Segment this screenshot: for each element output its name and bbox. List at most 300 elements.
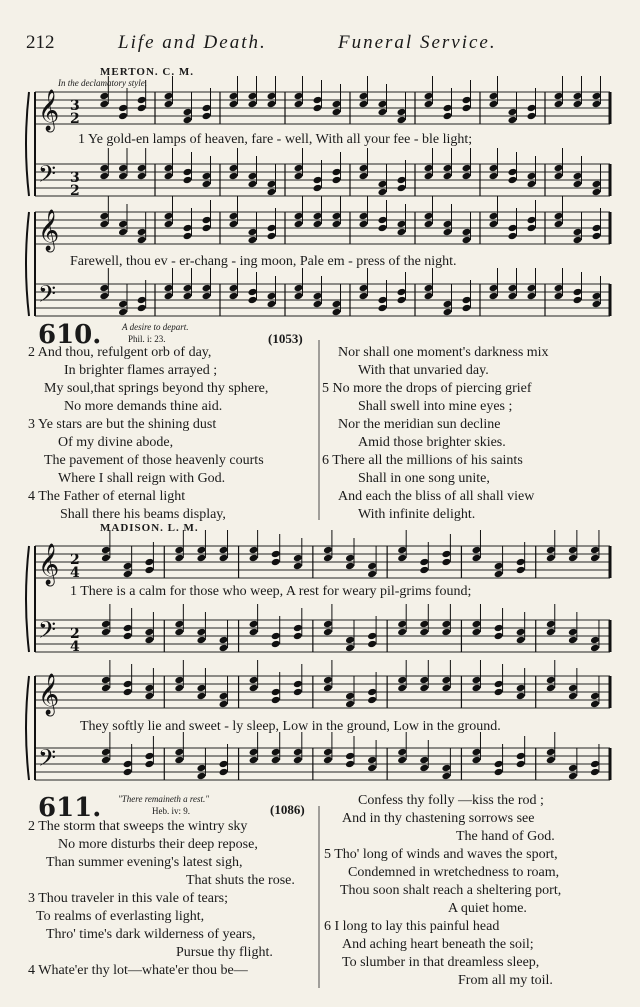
note-head <box>592 92 602 101</box>
note-head <box>323 554 333 563</box>
note-head <box>359 100 369 109</box>
note-head <box>345 554 355 563</box>
note-head <box>527 224 537 233</box>
note-head <box>592 180 602 189</box>
brace-curve <box>26 212 29 316</box>
verse-line: And in thy chastening sorrows see <box>342 811 535 826</box>
note-head <box>202 216 212 225</box>
note-head <box>248 180 258 189</box>
note-head <box>183 224 193 233</box>
note-head <box>489 172 499 181</box>
note-head <box>183 108 193 117</box>
note-head <box>313 212 323 221</box>
note-head <box>441 772 451 781</box>
note-head <box>590 644 600 653</box>
note-head <box>323 546 333 555</box>
time-signature: 2 <box>70 552 80 568</box>
verse-line: Shall in one song unite, <box>358 471 490 486</box>
hymn-611-caption: "There remaineth a rest." <box>118 794 210 804</box>
verse-line: And each the bliss of all shall view <box>338 489 535 504</box>
note-head <box>137 96 147 105</box>
note-head <box>378 296 388 305</box>
time-signature: 2 <box>70 626 80 642</box>
note-head <box>144 566 154 575</box>
verse-line: 3 Ye stars are but the shining dust <box>28 417 217 432</box>
note-head <box>554 92 564 101</box>
note-head <box>293 562 303 571</box>
verse-line: From all my toil. <box>458 973 553 988</box>
note-head <box>367 764 377 773</box>
note-head <box>332 176 342 185</box>
note-head <box>462 164 472 173</box>
note-head <box>118 308 128 317</box>
note-head <box>345 562 355 571</box>
note-head <box>592 292 602 301</box>
note-head <box>271 632 281 641</box>
note-head <box>516 558 526 567</box>
note-head <box>472 676 482 685</box>
note-head <box>397 288 407 297</box>
note-head <box>229 220 239 229</box>
running-title-left: Life and Death. <box>118 32 267 53</box>
note-head <box>137 236 147 245</box>
note-head <box>441 684 451 693</box>
note-head <box>101 620 111 629</box>
note-head <box>323 684 333 693</box>
note-head <box>323 628 333 637</box>
note-head <box>443 104 453 113</box>
note-head <box>271 756 281 765</box>
page-number: 212 <box>26 32 55 53</box>
note-head <box>546 546 556 555</box>
note-head <box>568 546 578 555</box>
note-head <box>494 562 504 571</box>
verse-line: To realms of everlasting light, <box>36 909 205 924</box>
note-head <box>516 760 526 769</box>
note-head <box>573 288 583 297</box>
note-head <box>590 692 600 701</box>
note-head <box>323 620 333 629</box>
note-head <box>118 104 128 113</box>
note-head <box>271 550 281 559</box>
hymn-611-ref-number: (1086) <box>270 802 305 817</box>
madison-lyrics-line-1: 1 There is a calm for those who weep, A rest for weary pil-grims found; <box>70 584 472 599</box>
note-head <box>489 292 499 301</box>
note-head <box>568 772 578 781</box>
note-head <box>367 562 377 571</box>
note-head <box>137 172 147 181</box>
note-head <box>174 756 184 765</box>
note-head <box>294 172 304 181</box>
note-head <box>378 108 388 117</box>
note-head <box>313 96 323 105</box>
note-head <box>516 628 526 637</box>
note-head <box>249 748 259 757</box>
note-head <box>174 546 184 555</box>
note-head <box>397 220 407 229</box>
note-head <box>99 284 109 293</box>
note-head <box>494 688 504 697</box>
note-head <box>419 676 429 685</box>
note-head <box>144 760 154 769</box>
note-head <box>554 164 564 173</box>
note-head <box>202 292 212 301</box>
note-head <box>462 172 472 181</box>
note-head <box>202 112 212 121</box>
note-head <box>249 554 259 563</box>
note-head <box>573 92 583 101</box>
note-head <box>144 628 154 637</box>
treble-clef: 𝄞 <box>38 544 60 585</box>
note-head <box>332 308 342 317</box>
note-head <box>267 292 277 301</box>
note-head <box>573 236 583 245</box>
note-head <box>294 164 304 173</box>
verse-line: The hand of God. <box>456 829 555 844</box>
note-head <box>293 554 303 563</box>
note-head <box>424 212 434 221</box>
note-head <box>359 164 369 173</box>
note-head <box>472 554 482 563</box>
note-head <box>123 624 133 633</box>
note-head <box>397 546 407 555</box>
note-head <box>267 92 277 101</box>
note-head <box>367 632 377 641</box>
note-head <box>123 680 133 689</box>
note-head <box>313 292 323 301</box>
note-head <box>219 760 229 769</box>
note-head <box>294 292 304 301</box>
verse-line: My soul,that springs beyond thy sphere, <box>44 381 269 396</box>
note-head <box>174 554 184 563</box>
note-head <box>229 164 239 173</box>
note-head <box>294 220 304 229</box>
verse-line: 2 The storm that sweeps the wintry sky <box>28 819 248 834</box>
note-head <box>249 620 259 629</box>
note-head <box>527 112 537 121</box>
note-head <box>494 632 504 641</box>
note-head <box>489 212 499 221</box>
note-head <box>323 748 333 757</box>
verse-line: Than summer evening's latest sigh, <box>46 855 243 870</box>
note-head <box>462 96 472 105</box>
note-head <box>397 676 407 685</box>
note-head <box>516 684 526 693</box>
hymn-number-611: 611. <box>38 793 102 823</box>
note-head <box>202 172 212 181</box>
note-head <box>123 760 133 769</box>
note-head <box>590 546 600 555</box>
note-head <box>99 92 109 101</box>
note-head <box>123 768 133 777</box>
note-head <box>592 188 602 197</box>
note-head <box>397 620 407 629</box>
note-head <box>443 300 453 309</box>
note-head <box>443 228 453 237</box>
verse-line: 6 There all the millions of his saints <box>322 453 523 468</box>
note-head <box>345 636 355 645</box>
note-head <box>359 292 369 301</box>
note-head <box>573 296 583 305</box>
note-head <box>424 220 434 229</box>
brace-curve <box>26 92 29 196</box>
brace-curve <box>26 546 29 652</box>
note-head <box>494 768 504 777</box>
merton-lyrics-line-2: Farewell, thou ev - er-chang - ing moon, Pale em - press of the night. <box>70 254 457 269</box>
note-head <box>397 184 407 193</box>
verse-line: Amid those brighter skies. <box>358 435 506 450</box>
note-head <box>359 172 369 181</box>
note-head <box>397 176 407 185</box>
note-head <box>271 558 281 567</box>
note-head <box>118 172 128 181</box>
note-head <box>267 224 277 233</box>
note-head <box>164 284 174 293</box>
note-head <box>99 220 109 229</box>
note-head <box>219 644 229 653</box>
verse-line: Nor the meridian sun decline <box>338 417 501 432</box>
note-head <box>294 284 304 293</box>
note-head <box>546 554 556 563</box>
note-head <box>568 684 578 693</box>
note-head <box>397 554 407 563</box>
note-head <box>196 546 206 555</box>
note-head <box>196 764 206 773</box>
note-head <box>202 224 212 233</box>
note-head <box>101 676 111 685</box>
note-head <box>397 628 407 637</box>
note-head <box>508 232 518 241</box>
note-head <box>554 220 564 229</box>
note-head <box>219 554 229 563</box>
note-head <box>164 92 174 101</box>
verse-line: Of my divine abode, <box>58 435 174 450</box>
note-head <box>508 168 518 177</box>
tune-title-madison: MADISON. L. M. <box>100 522 199 534</box>
note-head <box>323 676 333 685</box>
brace-curve <box>26 676 29 780</box>
note-head <box>546 676 556 685</box>
note-head <box>144 692 154 701</box>
note-head <box>118 112 128 121</box>
verse-line: No more demands thine aid. <box>64 399 223 414</box>
note-head <box>123 688 133 697</box>
note-head <box>462 296 472 305</box>
verse-line: With infinite delight. <box>358 507 476 522</box>
note-head <box>293 748 303 757</box>
note-head <box>248 172 258 181</box>
note-head <box>568 628 578 637</box>
note-head <box>494 570 504 579</box>
bass-clef: 𝄢 <box>38 160 57 193</box>
note-head <box>267 300 277 309</box>
note-head <box>494 760 504 769</box>
note-head <box>101 628 111 637</box>
note-head <box>573 100 583 109</box>
note-head <box>313 220 323 229</box>
note-head <box>249 676 259 685</box>
note-head <box>313 104 323 113</box>
note-head <box>118 164 128 173</box>
note-head <box>443 172 453 181</box>
note-head <box>546 684 556 693</box>
note-head <box>378 216 388 225</box>
note-head <box>378 188 388 197</box>
note-head <box>164 212 174 221</box>
note-head <box>196 772 206 781</box>
note-head <box>419 764 429 773</box>
verse-line: 5 Tho' long of winds and waves the sport, <box>324 847 558 862</box>
note-head <box>229 292 239 301</box>
madison-lyrics-line-2: They softly lie and sweet - ly sleep, Low in the ground, Low in the ground. <box>80 719 501 734</box>
note-head <box>174 628 184 637</box>
note-head <box>494 680 504 689</box>
note-head <box>462 236 472 245</box>
note-head <box>462 104 472 113</box>
note-head <box>248 228 258 237</box>
note-head <box>183 176 193 185</box>
note-head <box>359 92 369 101</box>
note-head <box>443 220 453 229</box>
note-head <box>419 756 429 765</box>
note-head <box>592 232 602 241</box>
verse-line: Condemned in wretchedness to roam, <box>348 865 560 880</box>
note-head <box>494 624 504 633</box>
note-head <box>229 172 239 181</box>
note-head <box>293 756 303 765</box>
note-head <box>183 168 193 177</box>
note-head <box>118 228 128 237</box>
note-head <box>424 284 434 293</box>
note-head <box>248 236 258 245</box>
note-head <box>359 212 369 221</box>
note-head <box>183 292 193 301</box>
note-head <box>164 100 174 109</box>
verse-line: 4 The Father of eternal light <box>28 489 186 504</box>
note-head <box>554 172 564 181</box>
note-head <box>137 104 147 113</box>
note-head <box>472 546 482 555</box>
hymn-610-ref-number: (1053) <box>268 331 303 346</box>
note-head <box>99 292 109 301</box>
note-head <box>345 760 355 769</box>
note-head <box>345 752 355 761</box>
bass-clef: 𝄢 <box>38 616 57 649</box>
note-head <box>332 100 342 109</box>
note-head <box>527 284 537 293</box>
note-head <box>271 748 281 757</box>
note-head <box>489 220 499 229</box>
note-head <box>590 768 600 777</box>
note-head <box>546 756 556 765</box>
note-head <box>546 620 556 629</box>
note-head <box>118 220 128 229</box>
verse-line: Thro' time's dark wilderness of years, <box>46 927 256 942</box>
note-head <box>419 566 429 575</box>
note-head <box>313 300 323 309</box>
verse-line: 2 And thou, refulgent orb of day, <box>28 345 212 360</box>
note-head <box>489 164 499 173</box>
note-head <box>99 172 109 181</box>
note-head <box>202 180 212 189</box>
note-head <box>508 116 518 125</box>
verse-line: 4 Whate'er thy lot—whate'er thou be— <box>28 963 248 978</box>
note-head <box>144 752 154 761</box>
note-head <box>219 636 229 645</box>
note-head <box>568 764 578 773</box>
note-head <box>489 284 499 293</box>
verse-line: Thou soon shalt reach a sheltering port, <box>340 883 562 898</box>
note-head <box>101 756 111 765</box>
time-signature: 4 <box>70 565 80 581</box>
note-head <box>249 546 259 555</box>
note-head <box>462 304 472 313</box>
note-head <box>508 176 518 185</box>
note-head <box>164 164 174 173</box>
hymn-610-scripture: Phil. i: 23. <box>128 334 166 344</box>
note-head <box>202 284 212 293</box>
note-head <box>443 112 453 121</box>
note-head <box>202 104 212 113</box>
note-head <box>554 100 564 109</box>
note-head <box>378 100 388 109</box>
note-head <box>101 748 111 757</box>
note-head <box>229 212 239 221</box>
note-head <box>267 232 277 241</box>
time-signature: 4 <box>70 639 80 655</box>
bass-clef: 𝄢 <box>38 280 57 313</box>
note-head <box>332 168 342 177</box>
note-head <box>443 164 453 173</box>
note-head <box>516 692 526 701</box>
note-head <box>424 164 434 173</box>
note-head <box>441 628 451 637</box>
note-head <box>527 172 537 181</box>
note-head <box>196 628 206 637</box>
note-head <box>592 100 602 109</box>
note-head <box>293 632 303 641</box>
verse-line: And aching heart beneath the soil; <box>342 937 534 952</box>
note-head <box>294 100 304 109</box>
time-signature: 3 <box>70 98 80 114</box>
verse-line: A quiet home. <box>448 901 527 916</box>
note-head <box>573 180 583 189</box>
note-head <box>359 220 369 229</box>
note-head <box>508 284 518 293</box>
note-head <box>164 220 174 229</box>
note-head <box>441 764 451 773</box>
note-head <box>472 620 482 629</box>
note-head <box>419 558 429 567</box>
note-head <box>367 756 377 765</box>
note-head <box>472 684 482 693</box>
note-head <box>424 100 434 109</box>
note-head <box>294 212 304 221</box>
note-head <box>568 636 578 645</box>
note-head <box>508 108 518 117</box>
tempo-direction: In the declamatory style. <box>58 78 147 88</box>
note-head <box>573 172 583 181</box>
note-head <box>101 554 111 563</box>
note-head <box>183 284 193 293</box>
note-head <box>397 756 407 765</box>
note-head <box>137 164 147 173</box>
note-head <box>378 180 388 189</box>
note-head <box>554 212 564 221</box>
note-head <box>516 566 526 575</box>
note-head <box>345 700 355 709</box>
note-head <box>101 546 111 555</box>
